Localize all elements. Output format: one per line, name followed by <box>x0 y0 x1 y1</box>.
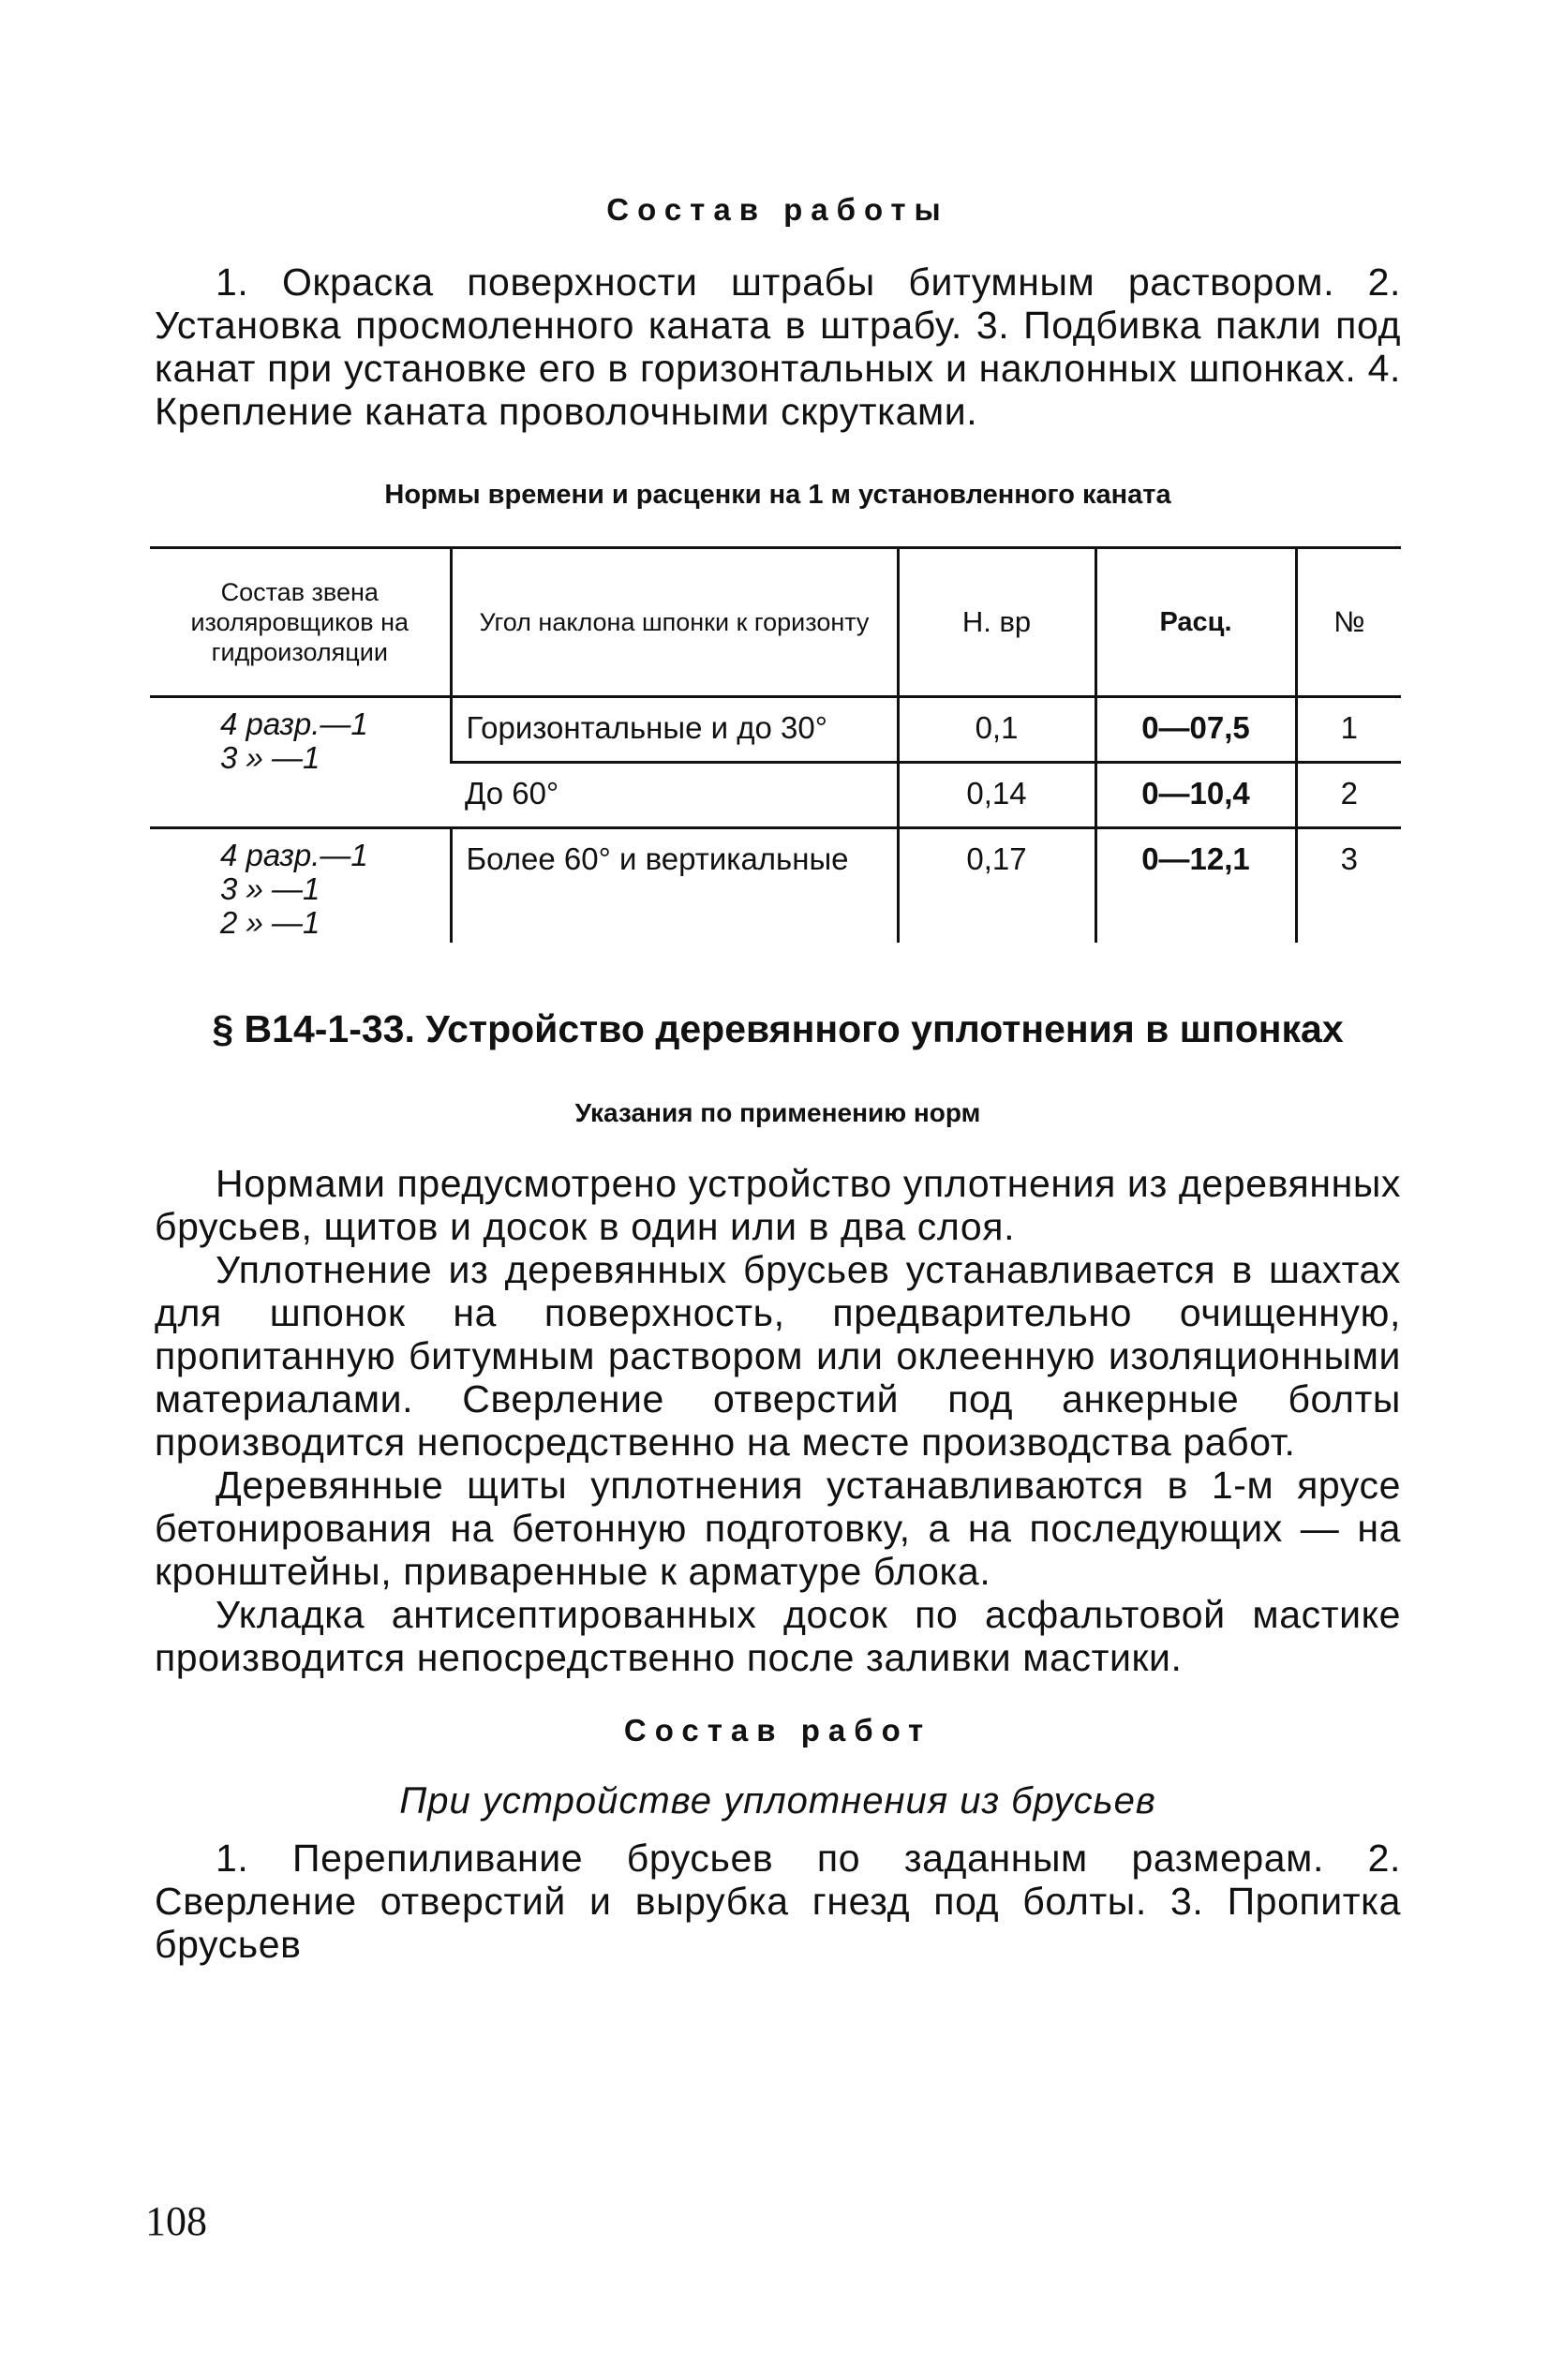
header-angle: Угол наклона шпонки к горизонту <box>451 548 898 697</box>
angle-cell: Горизонтальные и до 30° <box>451 697 898 763</box>
crew-cell-group2 <box>150 828 451 943</box>
work-composition-paragraph: 1. Окраска поверхности штрабы битумным раствором. 2. Установка просмоленного каната в штрабу. 3. Подбивка пакли под канат при установке его в горизонтальных и наклонных шпонках. 4. Крепление каната проволочными скрутками. <box>155 260 1401 433</box>
instruction-paragraph: Нормами предусмотрено устройство уплотнения из деревянных брусьев, щитов и досок в один или в два слоя. <box>155 1162 1401 1248</box>
subheading-beams: При устройстве уплотнения из брусьев <box>399 1780 1156 1822</box>
table-header-row <box>150 548 1401 697</box>
table-caption: Нормы времени и расценки на 1 м установленного каната <box>384 480 1171 510</box>
crew-line: 4 разр.—1 <box>220 838 368 872</box>
header-crew: Состав звена изоляровщиков на гидроизоляции <box>150 548 451 697</box>
instruction-paragraph: Деревянные щиты уплотнения устанавливаются в 1-м ярусе бетонирования на бетонную подготовку, а на последующих — на кронштейны, приваренные к арматуре блока. <box>155 1464 1401 1593</box>
crew-line: 4 разр.—1 <box>220 707 368 741</box>
number-cell: 2 <box>1296 763 1401 828</box>
instructions-block <box>155 1162 1401 1679</box>
rate-cell: 0—07,5 <box>1095 697 1296 763</box>
heading-work-composition: Состав работы <box>606 192 949 227</box>
instruction-paragraph: Уплотнение из деревянных брусьев устанавливается в шахтах для шпонок на поверхность, предварительно очищенную, пропитанную битумным раствором или оклеенную изоляционными материалами. Сверление отверстий под анкерные болты производится непосредственно на месте производства работ. <box>155 1248 1401 1464</box>
time-cell: 0,14 <box>898 763 1095 828</box>
section-title: § В14-1-33. Устройство деревянного уплотнения в шпонках <box>212 1007 1344 1050</box>
number-cell: 1 <box>1296 697 1401 763</box>
beams-paragraph: 1. Перепиливание брусьев по заданным размерам. 2. Сверление отверстий и вырубка гнезд под болты. 3. Пропитка брусьев <box>155 1837 1401 1966</box>
angle-cell: До 60° <box>451 763 898 828</box>
crew-line: 2 » —1 <box>220 905 320 940</box>
instruction-paragraph: Укладка антисептированных досок по асфальтовой мастике производится непосредственно после заливки мастики. <box>155 1593 1401 1679</box>
number-cell: 3 <box>1296 828 1401 943</box>
header-time: Н. вр <box>898 548 1095 697</box>
crew-line: 3 » —1 <box>220 740 320 775</box>
heading-work: Состав работ <box>623 1713 932 1748</box>
instructions-caption: Указания по применению норм <box>574 1098 981 1127</box>
time-cell: 0,1 <box>898 697 1095 763</box>
rate-cell: 0—10,4 <box>1095 763 1296 828</box>
page-number: 108 <box>145 2198 207 2244</box>
header-rate: Расц. <box>1095 548 1296 697</box>
angle-cell: Более 60° и вертикальные <box>451 828 898 943</box>
time-cell: 0,17 <box>898 828 1095 943</box>
table-row <box>150 697 1401 763</box>
crew-cell-group1 <box>150 697 451 828</box>
crew-line: 3 » —1 <box>220 871 320 906</box>
header-number: № <box>1296 548 1401 697</box>
rate-cell: 0—12,1 <box>1095 828 1296 943</box>
work-composition-block <box>155 260 1401 433</box>
table-row <box>150 828 1401 943</box>
beams-block <box>155 1837 1401 1966</box>
norms-table <box>150 546 1401 943</box>
